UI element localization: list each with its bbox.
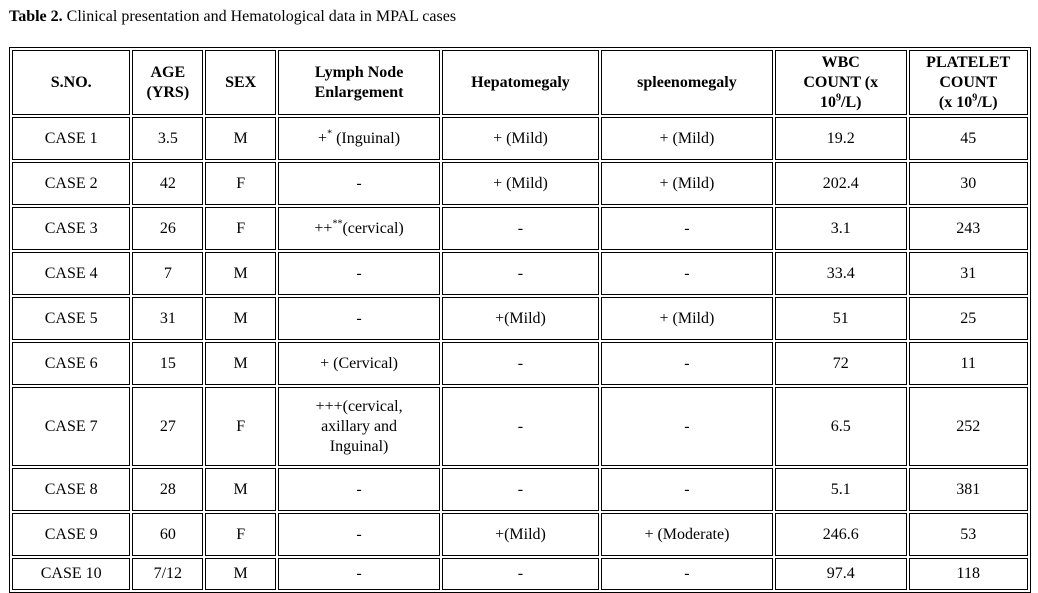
cell-spleenomegaly: + (Mild) bbox=[601, 117, 773, 160]
cell-hepatomegaly: - bbox=[442, 468, 599, 511]
cell-sex: M bbox=[205, 468, 276, 511]
cell-lymph-node: + (Cervical) bbox=[278, 342, 440, 385]
cell-age: 31 bbox=[132, 297, 203, 340]
cell-hepatomegaly: +(Mild) bbox=[442, 513, 599, 556]
cell-age: 27 bbox=[132, 387, 203, 466]
header-platelet-count: PLATELET COUNT (x $10^9/L$) bbox=[909, 50, 1028, 115]
table-caption bbox=[9, 6, 456, 28]
cell-sno: CASE 2 bbox=[12, 162, 130, 205]
cell-platelet: 381 bbox=[909, 468, 1028, 511]
cell-lymph-node: +++(cervical, axillary and Inguinal) bbox=[278, 387, 440, 466]
cell-sex: F bbox=[205, 162, 276, 205]
table-row bbox=[12, 468, 1028, 511]
cell-spleenomegaly: + (Mild) bbox=[601, 162, 773, 205]
cell-wbc: 6.5 bbox=[775, 387, 907, 466]
cell-hepatomegaly: +(Mild) bbox=[442, 297, 599, 340]
table-caption-text: Clinical presentation and Hematological data in MPAL cases bbox=[62, 8, 457, 25]
cell-lymph-node: - bbox=[278, 162, 440, 205]
header-row bbox=[12, 50, 1028, 115]
cell-sex: F bbox=[205, 387, 276, 466]
header-age: AGE (YRS) bbox=[132, 50, 203, 115]
cell-platelet: 30 bbox=[909, 162, 1028, 205]
cell-age: 7/12 bbox=[132, 558, 203, 590]
cell-lymph-node: ++**(cervical) bbox=[278, 207, 440, 250]
cell-sex: F bbox=[205, 513, 276, 556]
cell-hepatomegaly: - bbox=[442, 558, 599, 590]
cell-platelet: 45 bbox=[909, 117, 1028, 160]
cell-lymph-node: - bbox=[278, 468, 440, 511]
cell-hepatomegaly: - bbox=[442, 387, 599, 466]
cell-spleenomegaly: - bbox=[601, 558, 773, 590]
header-sex: SEX bbox=[205, 50, 276, 115]
cell-spleenomegaly: - bbox=[601, 207, 773, 250]
cell-sno: CASE 1 bbox=[12, 117, 130, 160]
cell-age: 60 bbox=[132, 513, 203, 556]
table-row bbox=[12, 387, 1028, 466]
cell-sno: CASE 7 bbox=[12, 387, 130, 466]
header-hepatomegaly: Hepatomegaly bbox=[442, 50, 599, 115]
cell-wbc: 246.6 bbox=[775, 513, 907, 556]
table-row bbox=[12, 342, 1028, 385]
table-row bbox=[12, 117, 1028, 160]
table-row bbox=[12, 252, 1028, 295]
cell-spleenomegaly: - bbox=[601, 387, 773, 466]
header-sno: S.NO. bbox=[12, 50, 130, 115]
cell-hepatomegaly: + (Mild) bbox=[442, 117, 599, 160]
cell-age: 26 bbox=[132, 207, 203, 250]
table-caption-label: Table 2. bbox=[9, 8, 63, 25]
cell-platelet: 118 bbox=[909, 558, 1028, 590]
cell-wbc: 19.2 bbox=[775, 117, 907, 160]
cell-hepatomegaly: - bbox=[442, 252, 599, 295]
cell-platelet: 243 bbox=[909, 207, 1028, 250]
cell-age: 3.5 bbox=[132, 117, 203, 160]
cell-sex: M bbox=[205, 342, 276, 385]
cell-platelet: 31 bbox=[909, 252, 1028, 295]
table-row bbox=[12, 513, 1028, 556]
cell-sno: CASE 10 bbox=[12, 558, 130, 590]
cell-hepatomegaly: + (Mild) bbox=[442, 162, 599, 205]
cell-sex: M bbox=[205, 252, 276, 295]
cell-hepatomegaly: - bbox=[442, 342, 599, 385]
cell-sno: CASE 3 bbox=[12, 207, 130, 250]
mpal-data-table bbox=[9, 47, 1031, 593]
table-row bbox=[12, 297, 1028, 340]
table-row bbox=[12, 558, 1028, 590]
cell-spleenomegaly: + (Moderate) bbox=[601, 513, 773, 556]
cell-age: 42 bbox=[132, 162, 203, 205]
cell-sno: CASE 4 bbox=[12, 252, 130, 295]
cell-hepatomegaly: - bbox=[442, 207, 599, 250]
cell-spleenomegaly: + (Mild) bbox=[601, 297, 773, 340]
header-wbc-count: WBC COUNT (x $10^9/L$) bbox=[775, 50, 907, 115]
cell-wbc: 51 bbox=[775, 297, 907, 340]
cell-platelet: 11 bbox=[909, 342, 1028, 385]
cell-sex: M bbox=[205, 558, 276, 590]
cell-spleenomegaly: - bbox=[601, 342, 773, 385]
header-lymph-node: Lymph Node Enlargement bbox=[278, 50, 440, 115]
cell-sno: CASE 9 bbox=[12, 513, 130, 556]
cell-lymph-node: - bbox=[278, 297, 440, 340]
cell-wbc: 97.4 bbox=[775, 558, 907, 590]
cell-sex: M bbox=[205, 297, 276, 340]
cell-lymph-node: - bbox=[278, 252, 440, 295]
cell-lymph-node: - bbox=[278, 513, 440, 556]
cell-sex: M bbox=[205, 117, 276, 160]
cell-lymph-node: +* (Inguinal) bbox=[278, 117, 440, 160]
cell-wbc: 33.4 bbox=[775, 252, 907, 295]
cell-sex: F bbox=[205, 207, 276, 250]
cell-wbc: 3.1 bbox=[775, 207, 907, 250]
cell-platelet: 25 bbox=[909, 297, 1028, 340]
cell-spleenomegaly: - bbox=[601, 468, 773, 511]
cell-lymph-node: - bbox=[278, 558, 440, 590]
cell-platelet: 53 bbox=[909, 513, 1028, 556]
cell-age: 15 bbox=[132, 342, 203, 385]
header-spleenomegaly: spleenomegaly bbox=[601, 50, 773, 115]
cell-sno: CASE 5 bbox=[12, 297, 130, 340]
cell-platelet: 252 bbox=[909, 387, 1028, 466]
cell-wbc: 202.4 bbox=[775, 162, 907, 205]
table-row bbox=[12, 162, 1028, 205]
cell-age: 7 bbox=[132, 252, 203, 295]
cell-age: 28 bbox=[132, 468, 203, 511]
cell-spleenomegaly: - bbox=[601, 252, 773, 295]
cell-sno: CASE 8 bbox=[12, 468, 130, 511]
cell-wbc: 5.1 bbox=[775, 468, 907, 511]
cell-wbc: 72 bbox=[775, 342, 907, 385]
cell-sno: CASE 6 bbox=[12, 342, 130, 385]
table-row bbox=[12, 207, 1028, 250]
